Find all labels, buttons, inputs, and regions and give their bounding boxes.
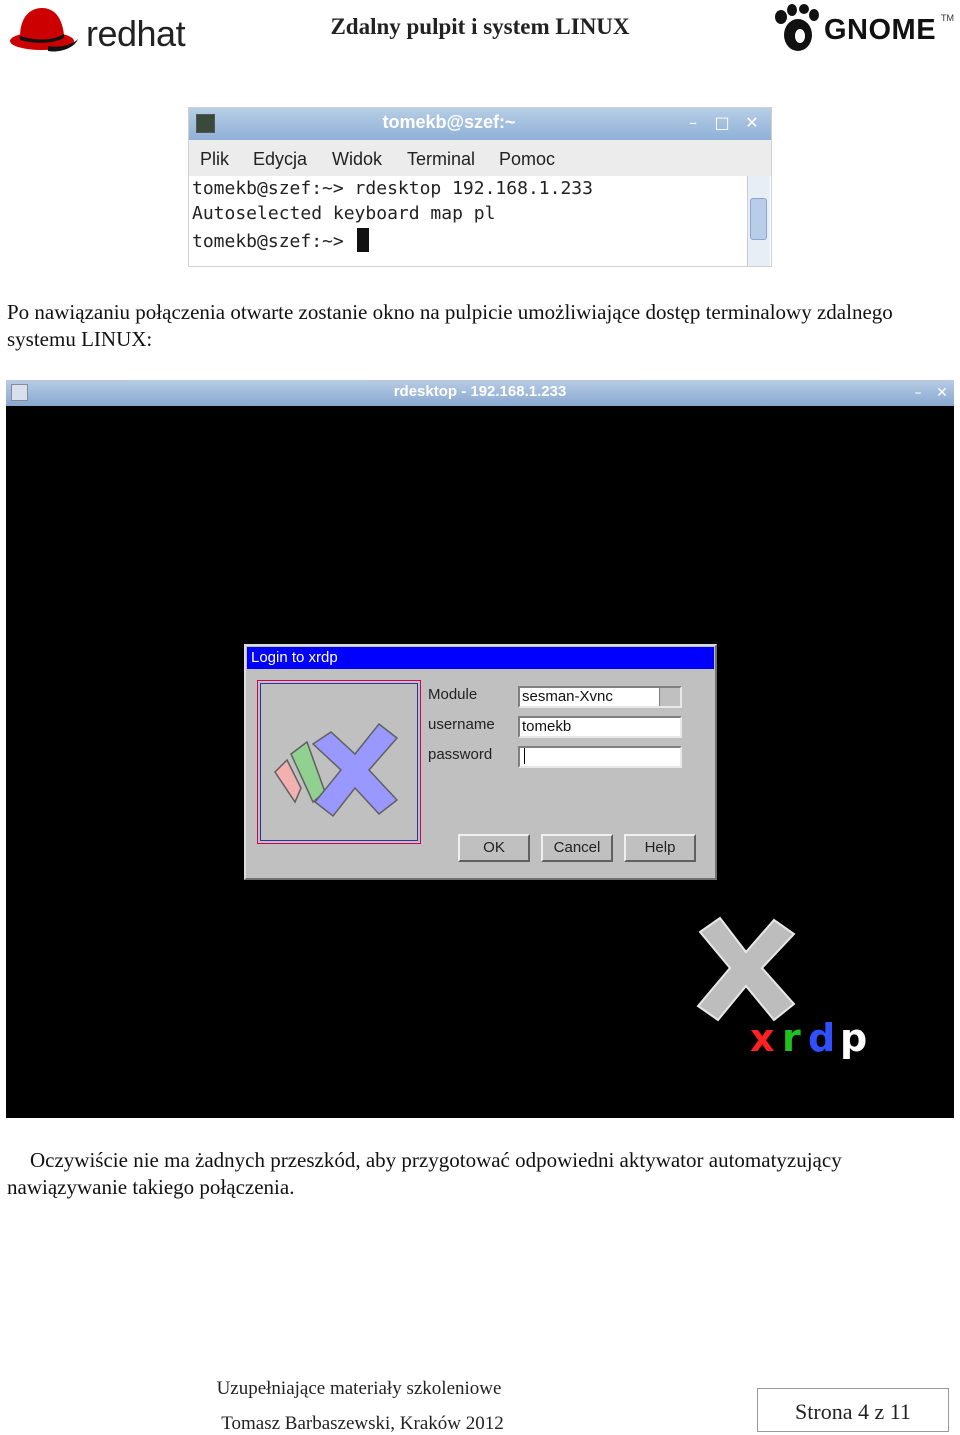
text-cursor — [524, 748, 525, 764]
minimize-icon[interactable]: – — [914, 385, 922, 401]
terminal-titlebar — [189, 108, 771, 140]
redhat-wordmark: redhat — [86, 13, 186, 54]
xrdp-big-x-icon — [694, 912, 814, 1024]
document-title: Zdalny pulpit i system LINUX — [330, 14, 630, 39]
scrollbar-thumb[interactable] — [750, 198, 767, 240]
menu-terminal[interactable]: Terminal — [407, 149, 476, 169]
username-label: username — [428, 716, 495, 733]
rdesktop-window — [6, 380, 954, 1118]
module-label: Module — [428, 686, 478, 703]
dropdown-arrow-icon[interactable] — [659, 688, 680, 706]
username-input[interactable] — [518, 716, 682, 738]
terminal-prompt-line[interactable] — [192, 228, 369, 252]
module-value: sesman-Xvnc — [522, 688, 613, 705]
gnome-foot-icon — [770, 3, 822, 53]
terminal-title: tomekb@szef:~ — [382, 112, 516, 132]
menu-pomoc[interactable]: Pomoc — [499, 149, 556, 169]
password-label: password — [428, 746, 493, 763]
ok-button[interactable]: OK — [458, 834, 530, 862]
xrdp-image-panel — [257, 680, 421, 844]
username-value: tomekb — [522, 718, 572, 735]
xrdp-letter-d: d — [808, 1016, 836, 1060]
close-icon[interactable]: ✕ — [936, 385, 948, 401]
gnome-logo — [770, 3, 955, 55]
xrdp-login-dialog — [244, 644, 717, 880]
xrdp-letter-x: x — [750, 1016, 775, 1060]
page-number: Strona 4 z 11 — [795, 1399, 911, 1424]
minimize-icon[interactable]: – — [689, 113, 697, 132]
xrdp-logo — [694, 912, 894, 1072]
menu-widok[interactable]: Widok — [332, 149, 383, 169]
password-input[interactable] — [518, 746, 682, 768]
menu-edycja[interactable]: Edycja — [253, 149, 308, 169]
terminal-cursor — [357, 228, 369, 252]
terminal-menubar — [189, 140, 771, 176]
xrdp-image-frame — [260, 683, 418, 841]
rdesktop-title: rdesktop - 192.168.1.233 — [393, 383, 567, 400]
rdesktop-titlebar — [6, 380, 954, 406]
terminal-window — [189, 108, 771, 266]
paragraph-conclusion: Oczywiście nie ma żadnych przeszkód, aby przygotować odpowiedni aktywator automatyzujący nawiązywanie takiego połączenia. — [7, 1148, 842, 1199]
dialog-title: Login to xrdp — [251, 649, 338, 666]
help-button[interactable]: Help — [624, 834, 696, 862]
paragraph-intro: Po nawiązaniu połączenia otwarte zostanie okno na pulpicie umożliwiające dostęp terminalowy zdalnego systemu LINUX: — [7, 300, 893, 351]
xrdp-letter-p: p — [840, 1016, 868, 1060]
terminal-prompt: tomekb@szef:~> — [192, 231, 355, 252]
page-number-box — [757, 1388, 949, 1432]
xrdp-letter-r: r — [782, 1016, 801, 1060]
maximize-icon[interactable]: □ — [714, 113, 730, 132]
gnome-wordmark: GNOME — [824, 14, 937, 46]
terminal-line: tomekb@szef:~> rdesktop 192.168.1.233 — [192, 178, 593, 199]
gnome-trademark: TM — [941, 13, 954, 23]
terminal-scrollbar[interactable] — [747, 176, 770, 266]
dialog-titlebar — [247, 647, 714, 669]
cancel-button[interactable]: Cancel — [541, 834, 613, 862]
footer-line1: Uzupełniające materiały szkoleniowe — [216, 1378, 502, 1399]
module-select[interactable] — [518, 686, 682, 708]
xrdp-x-icon — [261, 684, 417, 840]
terminal-line: Autoselected keyboard map pl — [192, 203, 496, 224]
menu-plik[interactable]: Plik — [200, 149, 230, 169]
close-icon[interactable]: ✕ — [745, 113, 759, 132]
footer-line2: Tomasz Barbaszewski, Kraków 2012 — [221, 1413, 504, 1434]
